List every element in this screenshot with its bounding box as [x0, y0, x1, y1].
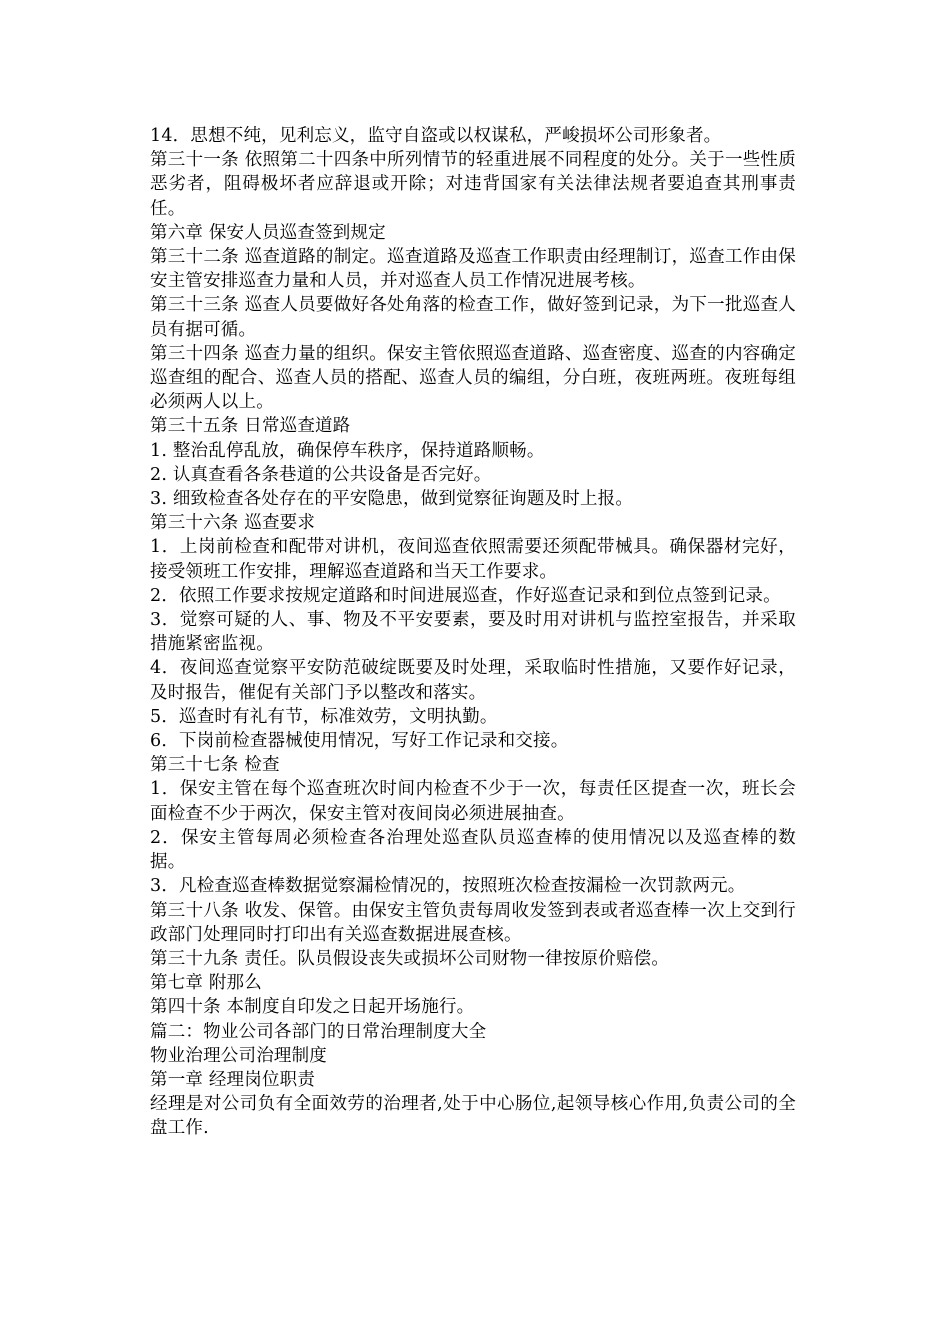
list-item: 3. 细致检查各处存在的平安隐患，做到觉察征询题及时上报。 [150, 489, 634, 510]
list-item: 6．下岗前检查器械使用情况，写好工作记录和交接。 [150, 731, 569, 752]
chapter-1-heading: 第一章 经理岗位职责 [150, 1069, 316, 1090]
article-35-heading: 第三十五条 日常巡查道路 [150, 416, 351, 437]
list-item: 3．觉察可疑的人、事、物及不平安要素，要及时用对讲机与监控室报告，并采取措施紧密监视。 [150, 610, 796, 655]
list-item: 3．凡检查巡查棒数据觉察漏检情况的，按照班次检查按漏检一次罚款两元。 [150, 876, 746, 897]
list-item: 1．保安主管在每个巡查班次时间内检查不少于一次，每责任区提查一次，班长会面检查不少于两次，保安主管对夜间岗必须进展抽查。 [150, 779, 796, 824]
article-33: 第三十三条 巡查人员要做好各处角落的检查工作，做好签到记录，为下一批巡查人员有据可循。 [150, 295, 796, 340]
list-item: 1．上岗前检查和配带对讲机，夜间巡查依照需要还须配带械具。确保器材完好，接受领班工作安排，理解巡查道路和当天工作要求。 [150, 537, 796, 582]
article-38: 第三十八条 收发、保管。由保安主管负责每周收发签到表或者巡查棒一次上交到行政部门处理同时打印出有关巡查数据进展查核。 [150, 900, 796, 945]
article-32: 第三十二条 巡查道路的制定。巡查道路及巡查工作职责由经理制订，巡查工作由保安主管安排巡查力量和人员，并对巡查人员工作情况进展考核。 [150, 247, 796, 292]
list-item: 2. 认真查看各条巷道的公共设备是否完好。 [150, 464, 492, 485]
section-subtitle: 物业治理公司治理制度 [150, 1045, 327, 1066]
paragraph: 14．思想不纯，见利忘义，监守自盗或以权谋私，严峻损坏公司形象者。 [150, 126, 722, 146]
document-body [150, 124, 796, 1141]
list-item: 2．保安主管每周必须检查各治理处巡查队员巡查棒的使用情况以及巡查棒的数据。 [150, 827, 796, 873]
chapter-7-heading: 第七章 附那么 [150, 973, 262, 994]
article-39: 第三十九条 责任。队员假设丧失或损坏公司财物一律按原价赔偿。 [150, 948, 670, 969]
list-item: 2．依照工作要求按规定道路和时间进展巡查，作好巡查记录和到位点签到记录。 [150, 585, 781, 606]
article-40: 第四十条 本制度自印发之日起开场施行。 [150, 997, 475, 1018]
chapter-6-heading: 第六章 保安人员巡查签到规定 [150, 222, 386, 243]
article-31: 第三十一条 依照第二十四条中所列情节的轻重进展不同程度的处分。关于一些性质恶劣者，阻碍极坏者应辞退或开除；对违背国家有关法律法规者要追查其刑事责任。 [150, 150, 796, 219]
article-36-heading: 第三十六条 巡查要求 [150, 513, 316, 534]
section-2-title: 篇二：物业公司各部门的日常治理制度大全 [150, 1021, 487, 1042]
list-item: 4．夜间巡查觉察平安防范破绽既要及时处理，采取临时性措施，又要作好记录，及时报告，催促有关部门予以整改和落实。 [150, 658, 796, 703]
article-37-heading: 第三十七条 检查 [150, 755, 280, 776]
article-34: 第三十四条 巡查力量的组织。保安主管依照巡查道路、巡查密度、巡查的内容确定巡查组的配合、巡查人员的搭配、巡查人员的编组，分白班，夜班两班。夜班每组必须两人以上。 [150, 343, 796, 413]
list-item: 5．巡查时有礼有节，标准效劳，文明执勤。 [150, 706, 498, 727]
paragraph: 经理是对公司负有全面效劳的治理者,处于中心肠位,起领导核心作用,负责公司的全盘工作. [150, 1094, 796, 1139]
list-item: 1. 整治乱停乱放，确保停车秩序，保持道路顺畅。 [150, 440, 545, 461]
